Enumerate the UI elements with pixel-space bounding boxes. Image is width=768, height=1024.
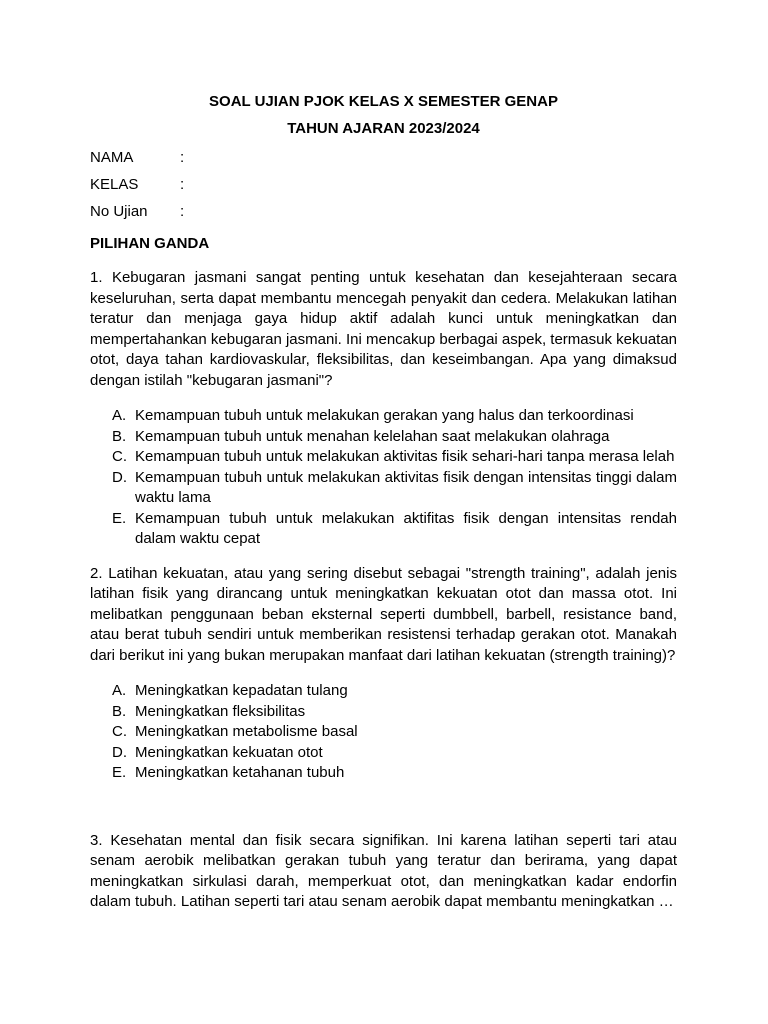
option-letter: C.: [112, 448, 127, 465]
identity-row-name: [90, 148, 677, 175]
question-2-text: 2. Latihan kekuatan, atau yang sering disebut sebagai "strength training", adalah jenis latihan fisik yang dirancang untuk meningkatkan kekuatan otot dan massa otot. Ini melibatkan penggunaan beban eksternal seperti dumbbell, barbell, resistance band, atau berat tubuh sendiri untuk memberikan resistensi terhadap gerakan otot. Manakah dari berikut ini yang bukan merupakan manfaat dari latihan kekuatan (strength training)?: [90, 564, 677, 664]
identity-colon: :: [180, 203, 185, 220]
section-heading: PILIHAN GANDA: [90, 235, 210, 252]
identity-colon: :: [180, 149, 185, 166]
option-text: Meningkatkan ketahanan tubuh: [135, 764, 345, 781]
option-text: Meningkatkan kekuatan otot: [135, 743, 323, 761]
option-letter: D.: [112, 468, 127, 486]
option-item: [90, 763, 677, 784]
option-letter: E.: [112, 509, 127, 527]
question-2-options: [90, 681, 677, 784]
option-item: [90, 743, 677, 764]
option-text: Kemampuan tubuh untuk melakukan aktifitas fisik dengan intensitas rendah dalam waktu cepat: [135, 509, 677, 547]
identity-label: No Ujian: [90, 203, 148, 220]
option-text: Kemampuan tubuh untuk melakukan gerakan yang halus dan terkoordinasi: [135, 407, 634, 424]
identity-row-exam-number: [90, 202, 677, 229]
identity-colon: :: [180, 176, 185, 193]
identity-label: NAMA: [90, 149, 134, 166]
exam-title: SOAL UJIAN PJOK KELAS X SEMESTER GENAP: [209, 93, 558, 110]
option-item: [90, 681, 677, 702]
option-item: [90, 427, 677, 448]
identity-row-class: [90, 175, 677, 202]
option-text: Kemampuan tubuh untuk melakukan aktivitas fisik dengan intensitas tinggi dalam waktu lama: [135, 468, 677, 506]
option-item: [90, 722, 677, 743]
option-text: Kemampuan tubuh untuk melakukan aktivitas fisik sehari-hari tanpa merasa lelah: [135, 448, 675, 465]
option-letter: B.: [112, 702, 127, 720]
identity-label: KELAS: [90, 176, 139, 193]
option-text: Kemampuan tubuh untuk menahan kelelahan saat melakukan olahraga: [135, 427, 610, 445]
question-1-text: 1. Kebugaran jasmani sangat penting untuk kesehatan dan kesejahteraan secara keseluruhan, serta dapat membantu mencegah penyakit dan cedera. Melakukan latihan teratur dan menjaga gaya hidup aktif adalah kunci untuk meningkatkan dan mempertahankan kebugaran jasmani. Ini mencakup berbagai aspek, termasuk kekuatan otot, daya tahan kardiovaskular, fleksibilitas, dan keseimbangan. Apa yang dimaksud dengan istilah "kebugaran jasmani"?: [90, 269, 678, 389]
option-text: Meningkatkan kepadatan tulang: [135, 682, 348, 699]
student-identity-block: [90, 148, 677, 229]
exam-page: [90, 92, 677, 928]
question-1-options: [90, 406, 677, 550]
option-text: Meningkatkan metabolisme basal: [135, 723, 358, 740]
option-letter: C.: [112, 723, 127, 740]
option-text: Meningkatkan fleksibilitas: [135, 702, 306, 720]
academic-year-title: TAHUN AJARAN 2023/2024: [287, 120, 480, 137]
option-item: [90, 468, 677, 509]
option-letter: B.: [112, 427, 127, 445]
option-item: [90, 509, 677, 550]
question-3-text: 3. Kesehatan mental dan fisik secara signifikan. Ini karena latihan seperti tari atau senam aerobik melibatkan gerakan tubuh yang teratur dan berirama, yang dapat meningkatkan sirkulasi darah, memperkuat otot, dan meningkatkan kadar endorfin dalam tubuh. Latihan seperti tari atau senam aerobik dapat membantu meningkatkan …: [90, 831, 677, 910]
option-letter: D.: [112, 743, 127, 761]
option-letter: A.: [112, 682, 127, 699]
option-letter: E.: [112, 764, 127, 781]
option-item: [90, 406, 677, 427]
option-item: [90, 447, 677, 468]
option-letter: A.: [112, 407, 127, 424]
option-item: [90, 702, 677, 723]
